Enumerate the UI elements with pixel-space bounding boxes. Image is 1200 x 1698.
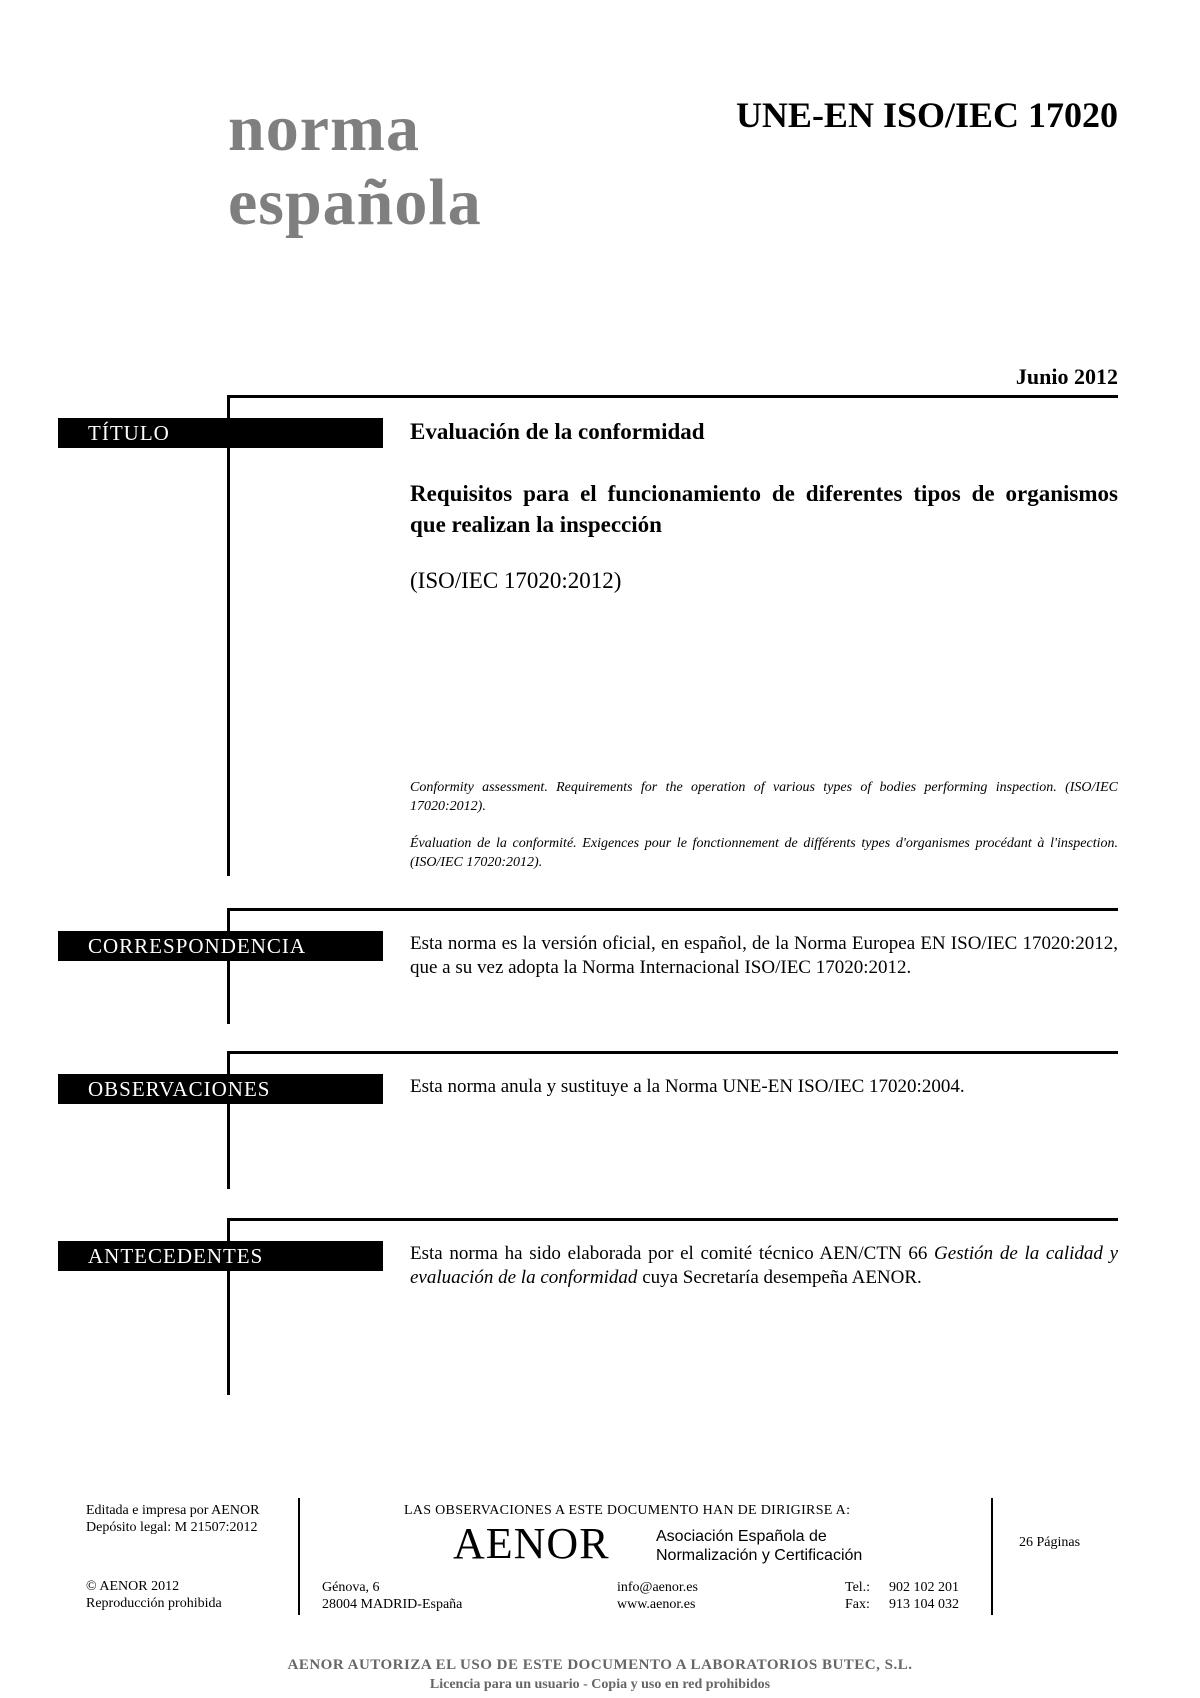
antecedentes-top-rule	[228, 1218, 1118, 1221]
footer-copyright-block	[86, 1578, 222, 1612]
copyright: © AENOR 2012	[86, 1579, 180, 1594]
brand-title	[228, 92, 482, 240]
fax-value: 913 104 032	[889, 1597, 959, 1612]
english-title: Conformity assessment. Requirements for the operation of various types of bodies performing inspection. (ISO/IEC 17020:2012).	[410, 780, 1118, 814]
license-notice-line-2: Licencia para un usuario - Copia y uso en red prohibidos	[429, 1677, 771, 1692]
fax-label: Fax:	[845, 1597, 870, 1612]
footer-left-divider	[298, 1498, 300, 1615]
footer-address	[322, 1579, 462, 1613]
page-count: 26 Páginas	[1019, 1535, 1081, 1550]
reproduction-notice: Reproducción prohibida	[86, 1596, 222, 1611]
observaciones-top-rule	[228, 1051, 1118, 1054]
label-antecedentes: ANTECEDENTES	[58, 1241, 383, 1271]
french-title: Évaluation de la conformité. Exigences pour le fonctionnement de différents types d'organismes procédant à l'inspection. (ISO/IEC 17020:2012).	[410, 836, 1118, 870]
committee-name: Gestión de la calidad y evaluación de la conformidad	[410, 1243, 1119, 1288]
antecedentes-text	[410, 1242, 1118, 1290]
observations-heading: LAS OBSERVACIONES A ESTE DOCUMENTO HAN DE DIRIGIRSE A:	[404, 1503, 851, 1518]
label-observaciones: OBSERVACIONES	[58, 1074, 383, 1104]
publication-date: Junio 2012	[1015, 364, 1118, 389]
observaciones-vertical-rule	[227, 1051, 230, 1189]
footer-editor-block	[86, 1502, 259, 1536]
antecedentes-text-end: cuya Secretaría desempeña AENOR.	[637, 1267, 922, 1288]
document-subtitle: Requisitos para el funcionamiento de diferentes tipos de organismos que realizan la inspección	[410, 481, 1118, 537]
label-correspondencia: CORRESPONDENCIA	[58, 931, 383, 961]
iso-reference: (ISO/IEC 17020:2012)	[410, 568, 622, 593]
correspondencia-text: Esta norma es la versión oficial, en español, de la Norma Europea EN ISO/IEC 17020:2012, que a su vez adopta la Norma Internacional ISO/IEC 17020:2012.	[410, 933, 1118, 978]
aenor-full-name	[656, 1527, 862, 1565]
website-link[interactable]: www.aenor.es	[617, 1597, 696, 1612]
titulo-vertical-rule	[227, 395, 230, 876]
tel-value: 902 102 201	[889, 1580, 959, 1595]
tel-label: Tel.:	[845, 1580, 871, 1595]
aenor-logo: AENOR	[453, 1519, 610, 1568]
edited-by: Editada e impresa por AENOR	[86, 1503, 260, 1518]
titulo-top-rule	[228, 395, 1118, 398]
org-name-line-2: Normalización y Certificación	[656, 1547, 863, 1564]
footer-right-divider	[991, 1498, 993, 1615]
correspondencia-top-rule	[228, 908, 1118, 911]
label-titulo: TÍTULO	[58, 418, 383, 448]
antecedentes-text-start: Esta norma ha sido elaborada por el comité técnico AEN/CTN 66	[410, 1243, 935, 1264]
fax-row	[845, 1596, 959, 1613]
footer-phone	[845, 1579, 959, 1613]
tel-row	[845, 1579, 959, 1596]
footer-contact	[617, 1579, 698, 1613]
brand-line-2: española	[228, 166, 482, 239]
org-name-line-1: Asociación Española de	[656, 1528, 827, 1545]
license-notice-line-1: AENOR AUTORIZA EL USO DE ESTE DOCUMENTO A LABORATORIOS BUTEC, S.L.	[287, 1657, 913, 1673]
address-line-2: 28004 MADRID-España	[322, 1597, 463, 1612]
brand-line-1: norma	[228, 92, 420, 165]
document-main-title: Evaluación de la conformidad	[410, 419, 705, 444]
observaciones-text: Esta norma anula y sustituye a la Norma UNE-EN ISO/IEC 17020:2004.	[410, 1076, 965, 1097]
email-link[interactable]: info@aenor.es	[617, 1580, 698, 1595]
correspondencia-vertical-rule	[227, 908, 230, 1024]
legal-deposit: Depósito legal: M 21507:2012	[86, 1520, 258, 1535]
standard-code: UNE-EN ISO/IEC 17020	[735, 95, 1118, 135]
address-line-1: Génova, 6	[322, 1580, 380, 1595]
